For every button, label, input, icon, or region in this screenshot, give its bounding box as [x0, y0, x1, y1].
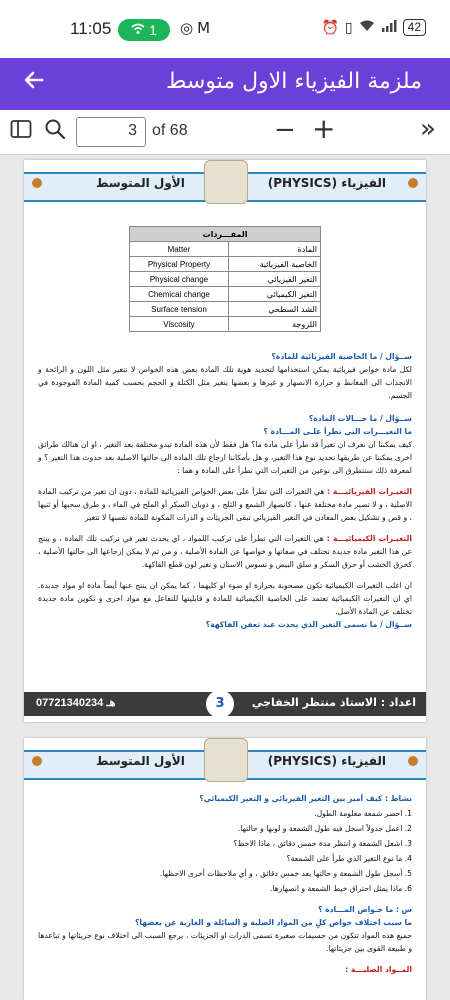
- footer-page-number: 3: [206, 690, 234, 718]
- pdf-page-4: [24, 738, 426, 1000]
- hotspot-count: 1: [149, 22, 157, 38]
- header-grade: الأول المتوسط: [96, 176, 185, 190]
- zoom-in-button[interactable]: +: [312, 112, 336, 145]
- document-viewer[interactable]: [0, 155, 450, 1000]
- physical-change-text: هي التغيرات التي تطرأ على بعض الخواص الفيزيائية للمادة ، دون ان تغير من تركيب المادة الاصلية ، و لا تصير مادة مختلفة عنها ، كانصهار الشمع و الثلج ، و ذوبان السكر أو الملح في الماء ، و طرق سحبها أو ثنيها ، و قص و تشكيل بعض المعادن في التغير الفيزيائي تبقى الجزيئات و الذرات المكونة للمادة نفسها لا تتغير: [38, 487, 412, 522]
- hotspot-badge: [118, 19, 170, 41]
- header-grade: الأول المتوسط: [96, 754, 185, 768]
- chemical-change-text: هي التغيرات التي تطرأ على تركيب اللمواد ، اي يحدث تغير في تركيب تلك المادة ، و ينتج عن هذا التغير مادة جديدة تختلف في صفاتها و خواصها عن المادة الأصلية ، و من ثم لا يمكن إرجاعها الى حالتها الأصلية ، كحرق الخشب أو حرق السكر و سلق البيض و تسوس الاسنان و تغير لون قطع الفاكهة.: [38, 534, 412, 569]
- vocab-title: المفـــردات: [130, 227, 321, 242]
- list-item: 3. اشعل الشمعة و انتظر مدة خمس دقائق ، ماذا الاحظ؟: [233, 839, 412, 848]
- vocabulary-table: [129, 226, 321, 332]
- header-subject: الفيزياء (PHYSICS): [267, 754, 386, 768]
- app-bar: [0, 58, 450, 110]
- page-count: of 68: [152, 122, 188, 139]
- notification-icons: [180, 19, 214, 37]
- table-row: Physical Property الخاصية الفيزيائية: [130, 257, 321, 272]
- header-emblem: [204, 738, 248, 782]
- vibrate-icon: ▯: [344, 19, 353, 36]
- signal-icon: [381, 20, 397, 36]
- question-heading: ســؤال / ما نسمى التغير الذي يحدث عند تعفن الفاكهة؟: [205, 620, 412, 629]
- list-item: 2. اعمل جدولاً اسجل فيه طول الشمعة و لونها و حالتها.: [237, 824, 412, 833]
- question-heading: س : ما خـواص المـــادة ؟: [318, 905, 412, 914]
- physical-change-title: التغيـرات الفيزيائيـــة :: [326, 487, 412, 496]
- more-chevron-icon[interactable]: »: [420, 114, 436, 144]
- system-icons: [321, 19, 426, 36]
- alarm-icon: ⏰: [321, 19, 339, 36]
- page-body: [24, 788, 426, 976]
- ornament-icon: [408, 756, 418, 766]
- ornament-icon: [32, 756, 42, 766]
- list-item: 6. ماذا يمثل احتراق خيط الشمعة و انصهارها.: [269, 884, 412, 893]
- chemical-change-title: التغيـرات الكيميائيـــة :: [326, 534, 412, 543]
- page-body: [24, 332, 426, 631]
- list-item: 4. ما نوع التغير الذي طرأ على الشمعة؟: [286, 854, 412, 863]
- pdf-toolbar: [0, 110, 450, 155]
- paragraph: [38, 485, 412, 524]
- question-heading: ســؤال / ما حـــالات المادة؟: [308, 414, 412, 423]
- paragraph: لكل مادة خواص فيزيائية يمكن استخدامها لتحديد هوية تلك المادة بعض هذه الخواص لا تتغير مثل اللون و الرائحة و الانجذاب الى المغانط و حرارة الانصهار و غيرها و بعضها يتغير مثل الكتلة و الحجم بحسب كمية المادة الموجودة في الجسم.: [38, 365, 412, 400]
- footer-author: اعداد : الاستاذ منتظر الخفاجي: [251, 696, 416, 709]
- paragraph: ان اغلب التغيرات الكيميائية تكون مصحوبة بحرارة او ضوء او كليهما ، كما يمكن ان ينتج عنها أيضاً مادة او مواد جديدة. اي ان التغيرات الكيميائية تعتمد على الخاصية الكيميائية للمادة و قابليتها للتفاعل مع مواد اخرى و تكوين مادة جديدة تختلف عن المادة الأصل.: [38, 581, 412, 616]
- table-row: Viscosity اللزوجة: [130, 317, 321, 332]
- header-subject: الفيزياء (PHYSICS): [267, 176, 386, 190]
- page-header: [24, 738, 426, 788]
- battery-icon: 42: [403, 19, 426, 36]
- gmail-icon: M: [197, 19, 215, 37]
- ornament-icon: [408, 178, 418, 188]
- section-heading: المــواد الصلبـــة :: [345, 965, 412, 974]
- status-time: 11:05: [70, 19, 112, 38]
- activity-heading: نشاط : كيف أميز بين التغير الفيزيائي و التغير الكيميائي؟: [199, 794, 412, 803]
- hotspot-icon: [131, 22, 145, 38]
- back-arrow-icon[interactable]: [22, 68, 46, 98]
- ornament-icon: [32, 178, 42, 188]
- table-row: Physical change التغير الفيزيائي: [130, 272, 321, 287]
- question-heading: ســؤال / ما الخاصية الفيزيائية للمادة؟: [271, 352, 412, 361]
- question-heading: ما التغيـــرات التي تطرأ علـى المـــادة ؟: [263, 427, 412, 436]
- search-icon[interactable]: [44, 118, 66, 147]
- zoom-out-button[interactable]: −: [274, 115, 296, 145]
- status-bar: [0, 0, 450, 58]
- page-header: [24, 160, 426, 210]
- app-title: ملزمة الفيزياء الاول متوسط: [165, 69, 422, 94]
- table-row: Surface tension الشد السطحي: [130, 302, 321, 317]
- question-heading: ما سبب اختلاف خواص كلٍ من المواد الصلبة و السائلة و الغازية عن بعضها؟: [135, 918, 412, 927]
- header-emblem: [204, 160, 248, 204]
- list-item: 5. أسجل طول الشمعة و حالتها بعد خمس دقائق ، و أي ملاحظات أخرى الاحظها.: [159, 869, 412, 878]
- whatsapp-icon: ◎: [180, 19, 198, 37]
- table-row: Chemical change التغير الكيميائي: [130, 287, 321, 302]
- pdf-page-3: [24, 160, 426, 722]
- table-row: Matter المادة: [130, 242, 321, 257]
- list-item: 1. احضر شمعة معلومة الطول.: [314, 809, 412, 818]
- page-footer: [24, 692, 426, 716]
- paragraph: [38, 532, 412, 571]
- sidebar-toggle-icon[interactable]: [10, 118, 32, 146]
- activity-steps: [38, 807, 412, 895]
- page-number-input[interactable]: 3: [76, 117, 146, 147]
- paragraph: كيف يمكننا ان نعرف ان تغيراً قد طرأ على مادة ما؟ هل فقط لأن هذه المادة تبدو مختلفة بعد التغير ، او ان هنالك طرائق اخرى يمكننا عن طريقها تحديد نوع هذا التغير، و هل بأمكاننا ارجاع تلك المادة الى حالتها الاصلية بعد حدوث هذا التغير ؟ و لمعرفة ذلك سنتطرق الى نوعين من التغيرات التي تطرأ على المادة و هما :: [38, 440, 412, 475]
- wifi-icon: [359, 20, 375, 36]
- footer-phone: 07721340234 هـ: [36, 697, 116, 709]
- paragraph: جميع هذه المواد تتكون من جسيمات صغيرة تسمى الذرات او الجزيئات ، يرجع السبب الى اختلاف نوع جزيئاتها و تباعدها و طبيعة القوى بين جزيئاتها.: [38, 931, 412, 953]
